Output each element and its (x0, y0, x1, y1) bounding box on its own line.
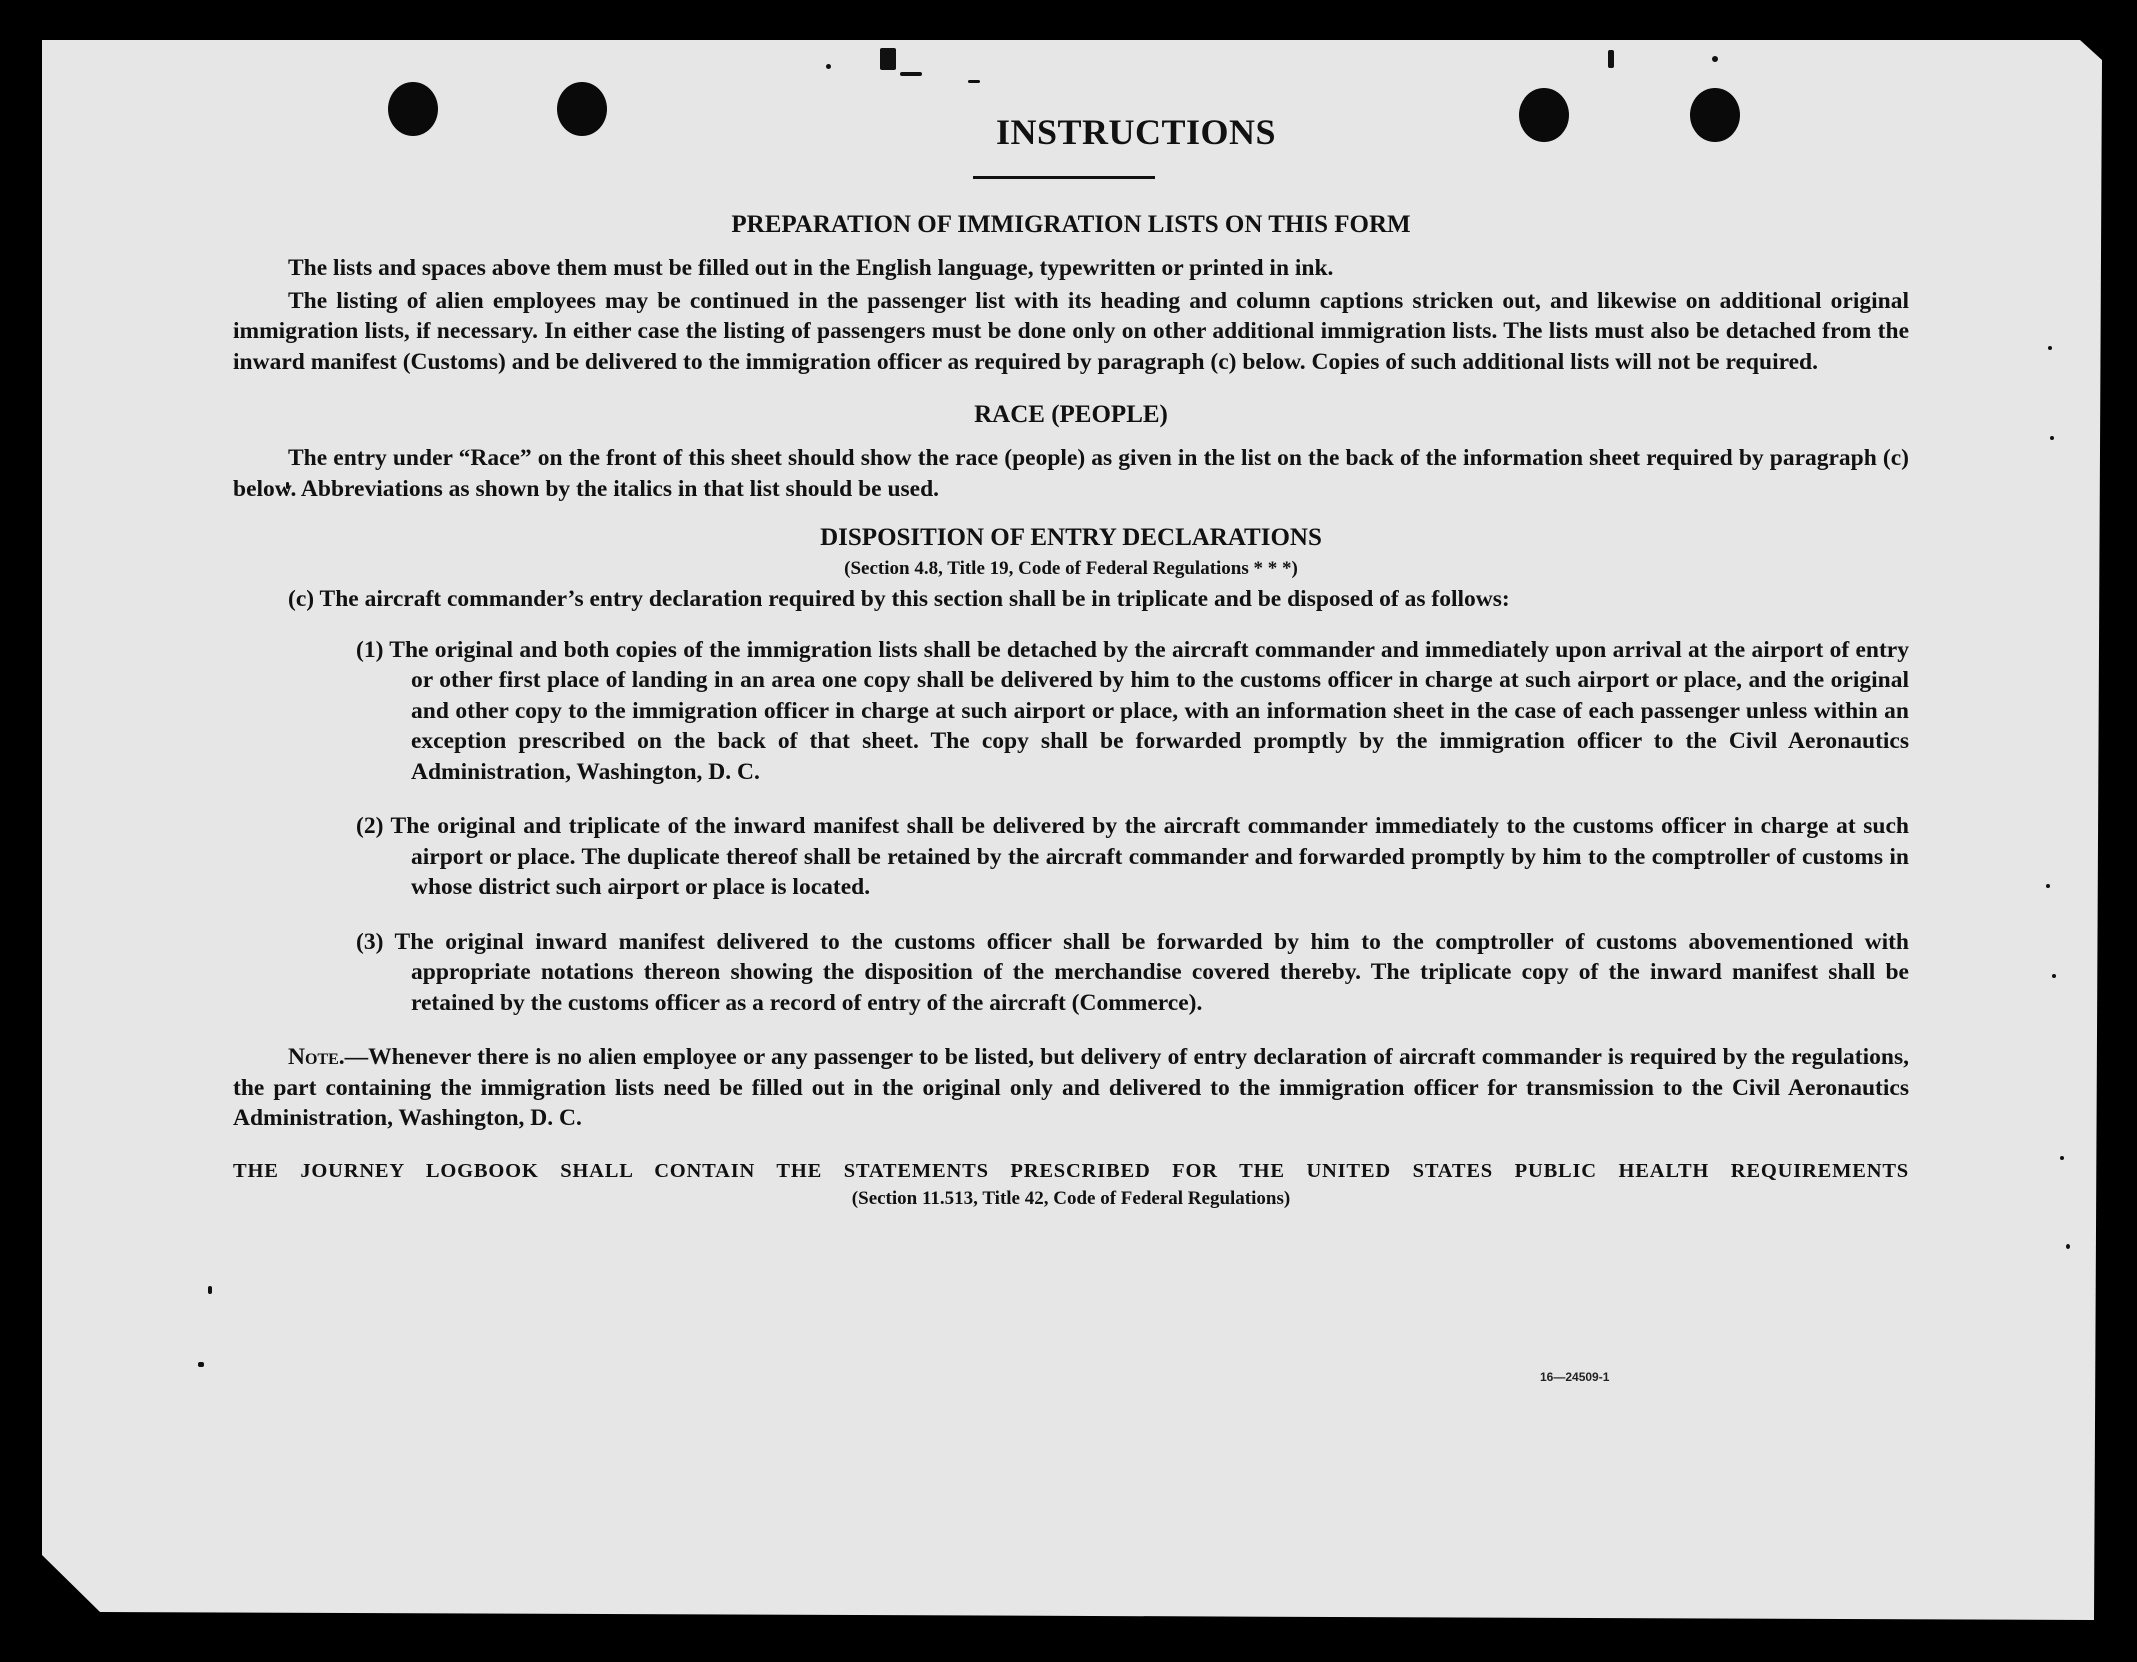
form-number: 16—24509-1 (1540, 1370, 1610, 1384)
scan-mark (2048, 346, 2052, 350)
scan-mark (208, 1286, 212, 1294)
list-item: (2) The original and triplicate of the inward manifest shall be delivered by the aircraft commander immediately to the customs officer in charge at such airport or place. The duplicate thereof shall be retained by the aircraft commander and forwarded promptly by him to the comptroller of customs in whose district such airport or place is located. (356, 813, 1909, 900)
paragraph-race: The entry under “Race” on the front of this sheet should show the race (people) as given in the list on the back of the information sheet required by paragraph (c) below. Abbreviations as shown by the italics in that list should be used. (233, 445, 1909, 502)
scan-mark (2066, 1244, 2070, 1249)
scan-mark (198, 1362, 204, 1367)
note-label: Note. (288, 1044, 345, 1070)
heading-disposition: DISPOSITION OF ENTRY DECLARATIONS (820, 524, 1322, 551)
scan-mark (2060, 1156, 2064, 1160)
heading-preparation: PREPARATION OF IMMIGRATION LISTS ON THIS FORM (731, 211, 1411, 238)
scan-mark (880, 48, 896, 70)
scan-mark (2052, 974, 2056, 978)
scan-mark (826, 64, 831, 69)
instructions-content (233, 110, 1909, 1212)
health-citation: (Section 11.513, Title 42, Code of Federal Regulations) (851, 1187, 1291, 1209)
scan-mark (1712, 56, 1718, 62)
paragraph-preparation-2: The listing of alien employees may be continued in the passenger list with its heading and column captions stricken out, and likewise on additional original immigration lists, if necessary. In either case the listing of passengers must be done only on other additional immigration lists. The lists must also be detached from the inward manifest (Customs) and be delivered to the immigration officer as required by paragraph (c) below. Copies of such additional lists will not be required. (233, 287, 1909, 375)
note-text: —Whenever there is no alien employee or any passenger to be listed, but delivery of entry declaration of aircraft commander is required by the regulations, the part containing the immigration lists need be filled out in the original only and delivered to the immigration officer for transmission to the Civil Aeronautics Administration, Washington, D. C. (233, 1044, 1909, 1131)
health-requirements-line: THE JOURNEY LOGBOOK SHALL CONTAIN THE STATEMENTS PRESCRIBED FOR THE UNITED STATES PUBLIC HEALTH REQUIREMENTS (233, 1159, 1909, 1182)
scan-mark (2050, 436, 2054, 440)
paragraph-disposition-intro: (c) The aircraft commander’s entry declaration required by this section shall be in triplicate and be disposed of as follows: (288, 586, 1510, 612)
paragraph-note (233, 1042, 1909, 1134)
page-title: INSTRUCTIONS (995, 112, 1277, 152)
list-item: (3) The original inward manifest delivered to the customs officer shall be forwarded by him to the comptroller of customs abovementioned with appropriate notations thereon showing the disposition of the merchandise covered thereby. The triplicate copy of the inward manifest shall be retained by the customs officer as a record of entry of the aircraft (Commerce). (356, 928, 1909, 1016)
scan-mark (900, 72, 922, 76)
title-underline (973, 176, 1155, 179)
scan-mark (1608, 50, 1614, 68)
scan-mark (968, 80, 980, 83)
heading-race: RACE (PEOPLE) (974, 401, 1168, 428)
disposition-citation: (Section 4.8, Title 19, Code of Federal Regulations * * *) (844, 558, 1298, 579)
scan-mark (2046, 884, 2050, 888)
paragraph-preparation-1: The lists and spaces above them must be filled out in the English language, typewritten or printed in ink. (288, 255, 1334, 281)
list-item: (1) The original and both copies of the immigration lists shall be detached by the aircraft commander and immediately upon arrival at the airport of entry or other first place of landing in an area one copy shall be delivered by him to the customs officer in charge at such airport or place, and the original and other copy to the immigration officer in charge at such airport or place, with an information sheet in the case of each passenger unless within an exception prescribed on the back of that sheet. The copy shall be forwarded promptly by the immigration officer to the Civil Aeronautics Administration, Washington, D. C. (356, 636, 1909, 785)
